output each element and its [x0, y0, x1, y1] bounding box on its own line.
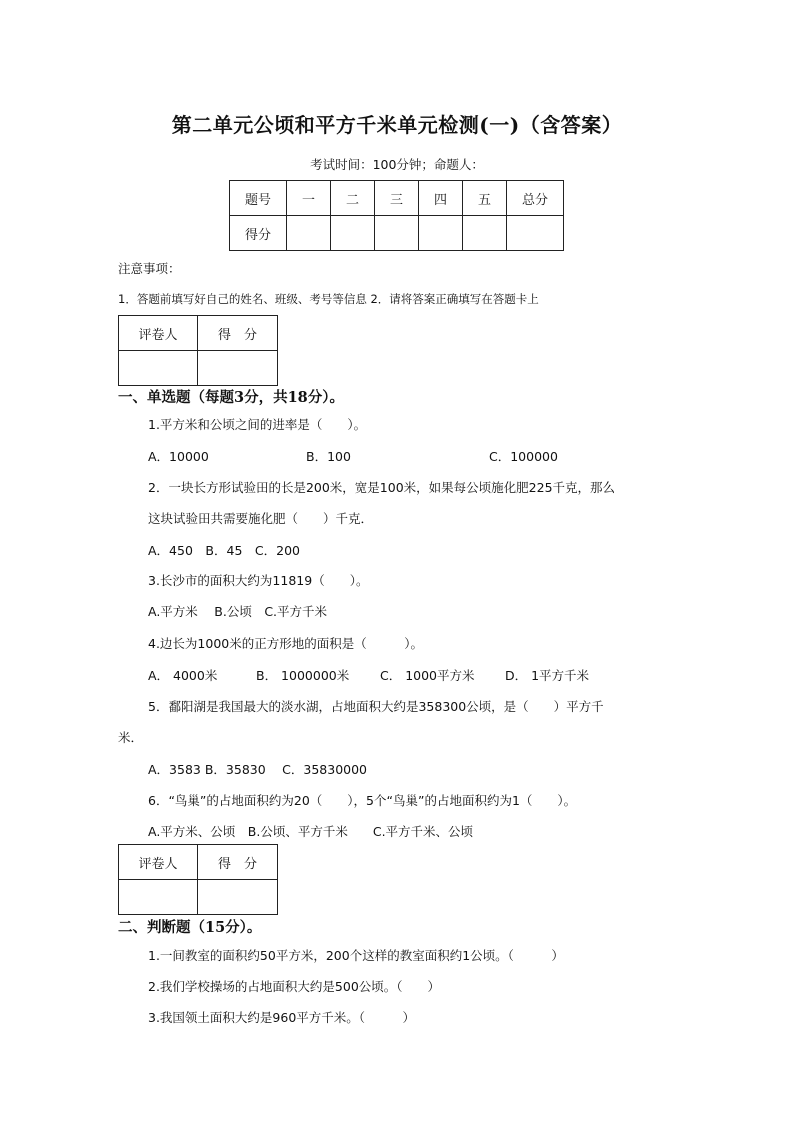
notes-text: 1．答题前填写好自己的姓名、班级、考号等信息 2．请将答案正确填写在答题卡上: [118, 292, 539, 306]
score-row-label: 得分: [230, 216, 287, 251]
score-table-header-row: [230, 181, 564, 216]
score-cell[interactable]: [375, 216, 419, 251]
score-header-cell: 五: [463, 181, 507, 216]
section2-heading: 二、判断题（15分）。: [118, 919, 262, 936]
grader-label: 评卷人: [119, 845, 198, 880]
score-cell[interactable]: [507, 216, 564, 251]
grader-box: [118, 315, 278, 386]
score-header-cell: 总分: [507, 181, 564, 216]
question-1-3: 3.长沙市的面积大约为11819（ ）。: [148, 573, 369, 588]
options-1-6: A.平方米、公顷 B.公顷、平方千米 C.平方千米、公顷: [148, 824, 474, 839]
grader-cell[interactable]: [119, 880, 198, 915]
question-1-2: 2．一块长方形试验田的长是200米，宽是100米，如果每公顷施化肥225千克，那么: [148, 480, 616, 495]
option-1-4-b: B． 1000000米: [256, 668, 350, 683]
score-cell[interactable]: [419, 216, 463, 251]
score-header-cell: 四: [419, 181, 463, 216]
option-1-1-c: C．100000: [489, 449, 558, 464]
question-2-1: 1.一间教室的面积约50平方米，200个这样的教室面积约1公顷。（ ）: [148, 948, 564, 963]
option-1-4-a: A． 4000米: [148, 668, 218, 683]
grader-cell[interactable]: [198, 880, 278, 915]
score-header-cell: 三: [375, 181, 419, 216]
grader-score-label: 得 分: [198, 316, 278, 351]
question-2-3: 3.我国领土面积大约是960平方千米。（ ）: [148, 1010, 416, 1025]
score-cell[interactable]: [287, 216, 331, 251]
question-1-5: 5．鄱阳湖是我国最大的淡水湖，占地面积大约是358300公顷，是（ ）平方千: [148, 699, 604, 714]
score-cell[interactable]: [331, 216, 375, 251]
page-title: 第二单元公顷和平方千米单元检测(一)（含答案）: [171, 113, 623, 137]
score-header-cell: 题号: [230, 181, 287, 216]
question-1-5-cont: 米．: [118, 730, 144, 745]
section1-heading: 一、单选题（每题3分，共18分）。: [118, 389, 345, 406]
options-1-3: A.平方米 B.公顷 C.平方千米: [148, 604, 328, 619]
grader-cell[interactable]: [198, 351, 278, 386]
question-1-2-cont: 这块试验田共需要施化肥（ ）千克．: [148, 511, 374, 526]
score-cell[interactable]: [463, 216, 507, 251]
options-1-5: A．3583 B．35830 C．35830000: [148, 762, 368, 777]
notes-heading: 注意事项：: [118, 261, 181, 276]
grader-score-label: 得 分: [198, 845, 278, 880]
score-header-cell: 二: [331, 181, 375, 216]
option-1-1-a: A．10000: [148, 449, 209, 464]
score-header-cell: 一: [287, 181, 331, 216]
grader-box: [118, 844, 278, 915]
options-1-2: A．450 B．45 C．200: [148, 543, 300, 558]
grader-cell[interactable]: [119, 351, 198, 386]
grader-label: 评卷人: [119, 316, 198, 351]
score-table-score-row: [230, 216, 564, 251]
option-1-4-d: D． 1平方千米: [505, 668, 590, 683]
option-1-1-b: B．100: [306, 449, 351, 464]
exam-meta: 考试时间：100分钟；命题人：: [310, 157, 484, 172]
question-2-2: 2.我们学校操场的占地面积大约是500公顷。（ ）: [148, 979, 441, 994]
score-table: [229, 180, 564, 251]
question-1-4: 4.边长为1000米的正方形地的面积是（ ）。: [148, 636, 423, 651]
question-1-6: 6．“鸟巢”的占地面积约为20（ ），5个“鸟巢”的占地面积约为1（ ）。: [148, 793, 577, 808]
question-1-1: 1.平方米和公顷之间的进率是（ ）。: [148, 417, 367, 432]
option-1-4-c: C． 1000平方米: [380, 668, 475, 683]
